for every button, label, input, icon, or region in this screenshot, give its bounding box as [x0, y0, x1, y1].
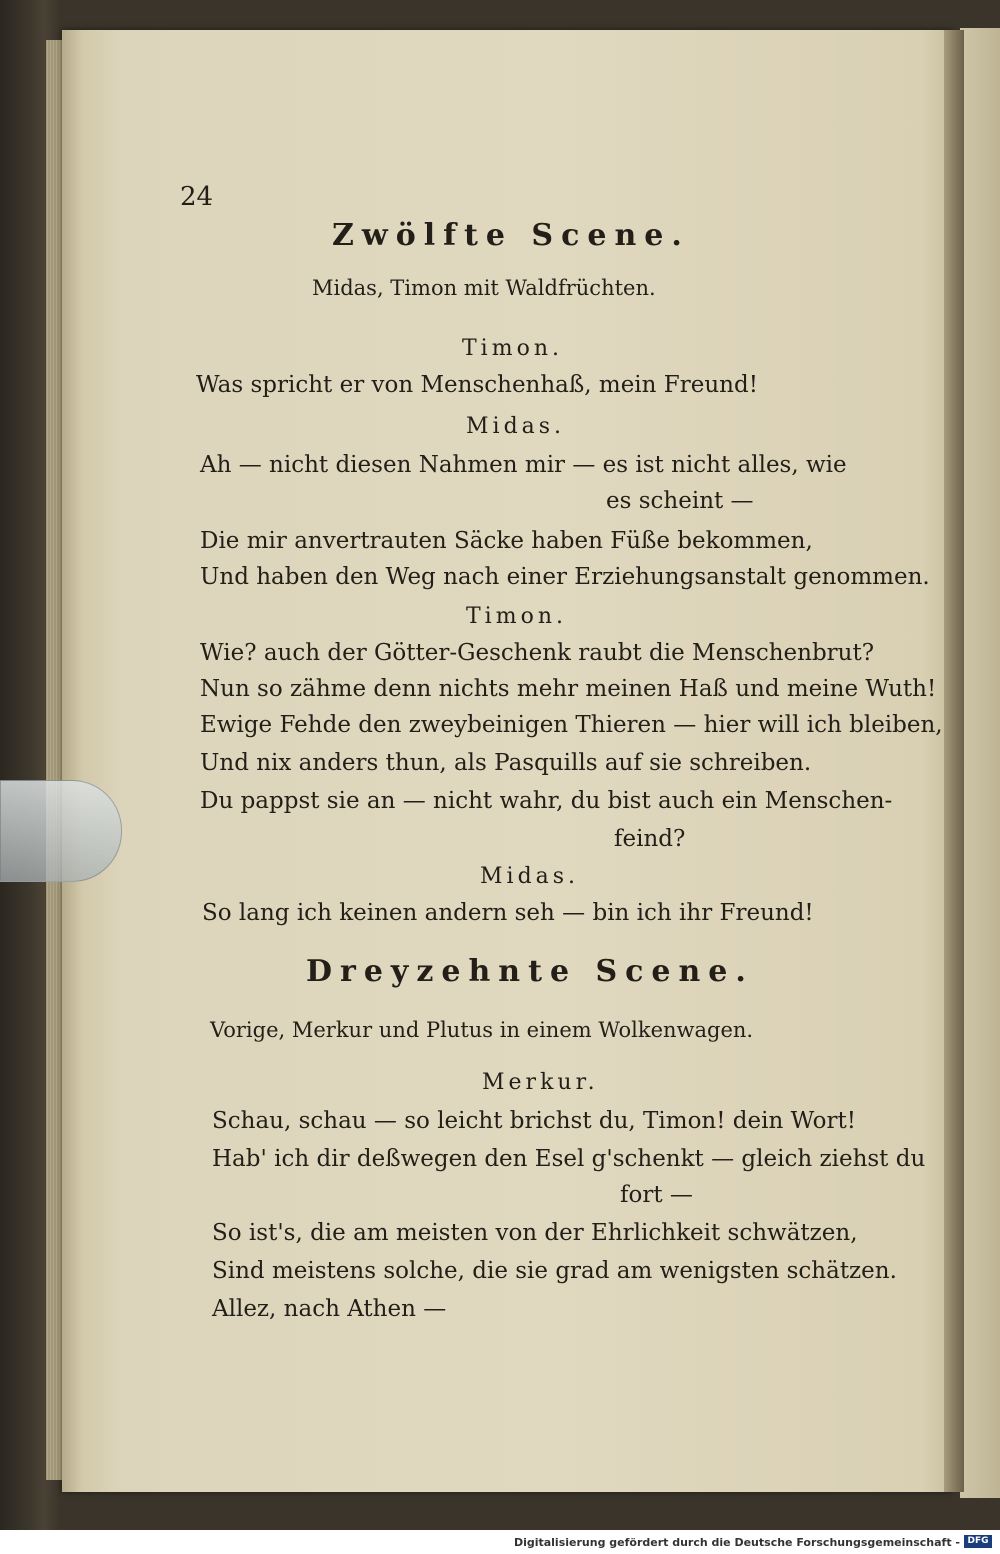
- scene13-line3: So ist's, die am meisten von der Ehrlichkeit schwätzen,: [212, 1220, 858, 1246]
- scene12-speaker-midas-2: Midas.: [480, 864, 580, 889]
- page-clip: [0, 780, 122, 882]
- scene12-speaker-timon-2: Timon.: [466, 604, 567, 629]
- scene13-line1: Schau, schau — so leicht brichst du, Timon! dein Wort!: [212, 1108, 856, 1134]
- scene13-line2b: fort —: [620, 1182, 693, 1208]
- scene12-title: Zwölfte Scene.: [332, 218, 690, 253]
- scene13-speaker-merkur: Merkur.: [482, 1070, 599, 1095]
- scene12-line8: Und nix anders thun, als Pasquills auf sie schreiben.: [200, 750, 812, 776]
- footer-credit: Digitalisierung gefördert durch die Deutsche Forschungsgemeinschaft -: [513, 1536, 960, 1549]
- scene12-line9a: Du pappst sie an — nicht wahr, du bist auch ein Menschen-: [200, 788, 893, 814]
- scene12-speaker-midas: Midas.: [466, 414, 566, 439]
- scene12-line4: Und haben den Weg nach einer Erziehungsanstalt genommen.: [200, 564, 930, 590]
- scene12-line2a: Ah — nicht diesen Nahmen mir — es ist nicht alles, wie: [200, 452, 847, 478]
- scene12-line1: Was spricht er von Menschenhaß, mein Freund!: [196, 372, 758, 398]
- scene12-line5: Wie? auch der Götter-Geschenk raubt die Menschenbrut?: [200, 640, 875, 666]
- scene12-line6: Nun so zähme denn nichts mehr meinen Haß und meine Wuth!: [200, 676, 937, 702]
- scene13-cast: Vorige, Merkur und Plutus in einem Wolkenwagen.: [210, 1018, 754, 1042]
- scene12-line2b: es scheint —: [606, 488, 754, 514]
- dfg-logo-icon: DFG: [964, 1535, 992, 1548]
- scene13-title: Dreyzehnte Scene.: [306, 954, 754, 989]
- scene13-line5: Allez, nach Athen —: [212, 1296, 447, 1322]
- book-page: [62, 30, 952, 1492]
- page-gutter-shadow: [944, 30, 964, 1492]
- scene12-line9b: feind?: [614, 826, 686, 852]
- scene12-speaker-timon: Timon.: [462, 336, 563, 361]
- scene12-line7: Ewige Fehde den zweybeinigen Thieren — hier will ich bleiben,: [200, 712, 943, 738]
- scene13-line4: Sind meistens solche, die sie grad am wenigsten schätzen.: [212, 1258, 897, 1284]
- footer-bar: [0, 1530, 1000, 1554]
- scene13-line2a: Hab' ich dir deßwegen den Esel g'schenkt — gleich ziehst du: [212, 1146, 926, 1172]
- scene12-cast: Midas, Timon mit Waldfrüchten.: [312, 276, 656, 300]
- next-page-edge: [960, 28, 1000, 1498]
- scene12-line3: Die mir anvertrauten Säcke haben Füße bekommen,: [200, 528, 813, 554]
- scene12-line10: So lang ich keinen andern seh — bin ich ihr Freund!: [202, 900, 814, 926]
- page-number: 24: [180, 182, 214, 212]
